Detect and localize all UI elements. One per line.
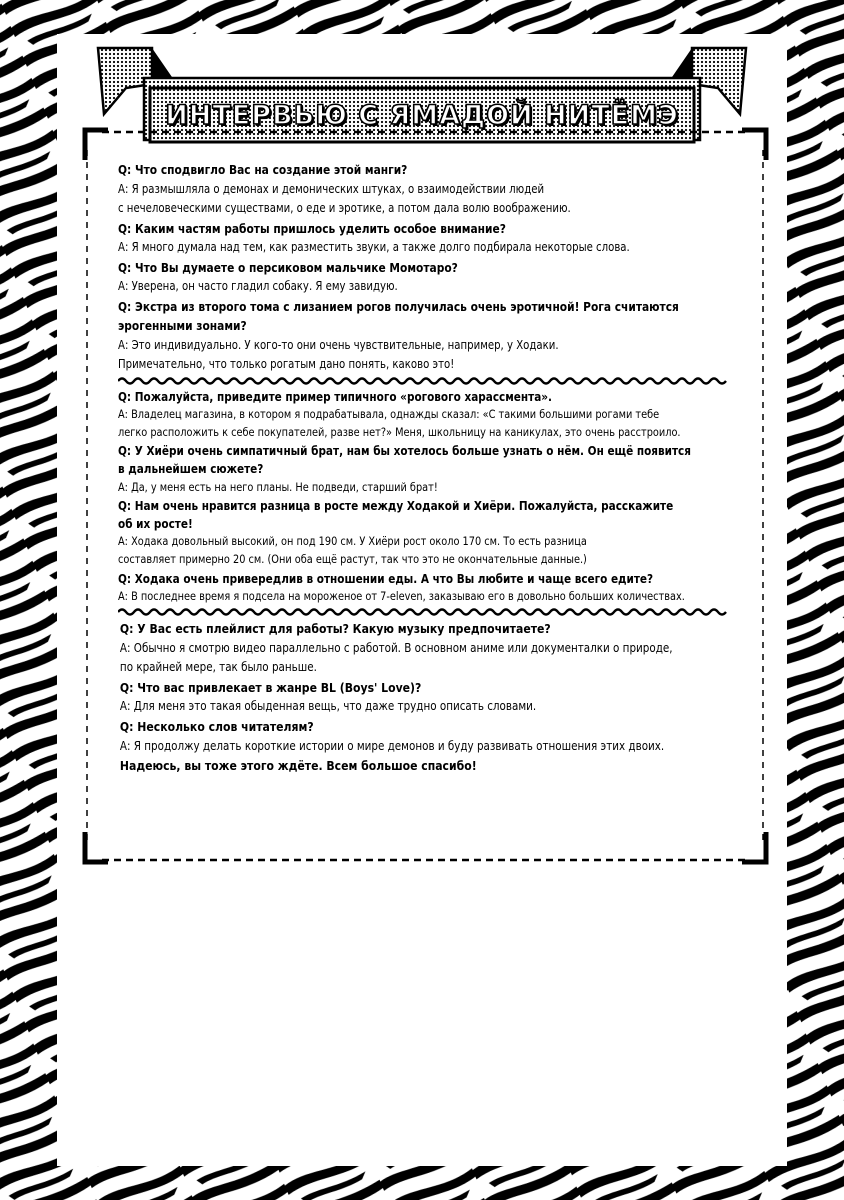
question-line: Q: Нам очень нравится разница в росте между Ходакой и Хиёри. Пожалуйста, расскажите	[118, 498, 674, 513]
page-title: ИНТЕРВЬЮ С ЯМАДОЙ НИТЁМЭ	[165, 99, 679, 131]
answer-line: по крайней мере, так было раньше.	[119, 660, 317, 675]
answer-line: легко расположить к себе покупателей, разве нет?» Меня, школьницу на каникулах, это очень расстроило.	[118, 425, 681, 439]
answer-line: А: Это индивидуально. У кого-то они очень чувствительные, например, у Ходаки.	[118, 337, 559, 352]
question-line: Q: Пожалуйста, приведите пример типичного «рогового харассмента».	[118, 389, 553, 404]
answer-line: А: Я много думала над тем, как разместить звуки, а также долго подбирала некоторые слова.	[118, 240, 630, 254]
answer-line: Примечательно, что только рогатым дано понять, каково это!	[118, 357, 455, 371]
closing-line: Надеюсь, вы тоже этого ждёте. Всем большое спасибо!	[119, 758, 477, 774]
section-2	[118, 388, 768, 606]
interview-content	[118, 160, 768, 776]
question-line: Q: Что вас привлекает в жанре BL (Boys' Love)?	[119, 679, 422, 695]
question-line: Q: Ходака очень привередлив в отношении еды. А что Вы любите и чаще всего едите?	[118, 571, 654, 586]
question-line: Q: У Вас есть плейлист для работы? Какую музыку предпочитаете?	[119, 620, 551, 636]
answer-line: А: Ходака довольный высокий, он под 190 см. У Хиёри рост около 170 см. То есть разница	[118, 535, 587, 549]
question-line: Q: Несколько слов читателям?	[119, 718, 314, 734]
section-1	[118, 160, 767, 375]
question-line: Q: Что Вы думаете о персиковом мальчике Момотаро?	[118, 259, 458, 275]
answer-line: А: Я продолжу делать короткие истории о мире демонов и буду развивать отношения этих двоих.	[119, 738, 665, 753]
answer-line: А: Да, у меня есть на него планы. Не подведи, старший брат!	[118, 480, 438, 494]
answer-line: А: Обычно я смотрю видео параллельно с работой. В основном аниме или документалки о природе,	[119, 640, 673, 655]
question-line: Q: Экстра из второго тома с лизанием рогов получилась очень эротичной! Рога считаются	[118, 298, 679, 314]
answer-line: с нечеловеческими существами, о еде и эротике, а потом дала волю воображению.	[118, 201, 571, 215]
question-line: эрогенными зонами?	[118, 318, 247, 333]
answer-line: А: Уверена, он часто гладил собаку. Я ему завидую.	[118, 279, 398, 293]
answer-line: А: Владелец магазина, в котором я подрабатывала, однажды сказал: «С такими большими рогами тебе	[118, 407, 660, 421]
question-line: Q: У Хиёри очень симпатичный брат, нам бы хотелось больше узнать о нём. Он ещё появится	[118, 444, 691, 459]
wavy-divider	[118, 376, 730, 386]
answer-line: А: Для меня это такая обыденная вещь, что даже трудно описать словами.	[119, 699, 537, 714]
answer-line: А: В последнее время я подсела на мороженое от 7-eleven, заказываю его в довольно больших количествах.	[118, 589, 685, 603]
wavy-divider	[118, 607, 730, 617]
answer-line: А: Я размышляла о демонах и демонических штуках, о взаимодействии людей	[118, 181, 545, 196]
question-line: об их росте!	[118, 516, 193, 531]
section-3	[118, 619, 773, 776]
question-line: Q: Каким частям работы пришлось уделить особое внимание?	[118, 220, 506, 236]
answer-line: составляет примерно 20 см. (Они оба ещё растут, так что это не окончательные данные.)	[118, 553, 587, 567]
question-line: Q: Что сподвигло Вас на создание этой манги?	[118, 162, 408, 177]
question-line: в дальнейшем сюжете?	[118, 462, 264, 477]
